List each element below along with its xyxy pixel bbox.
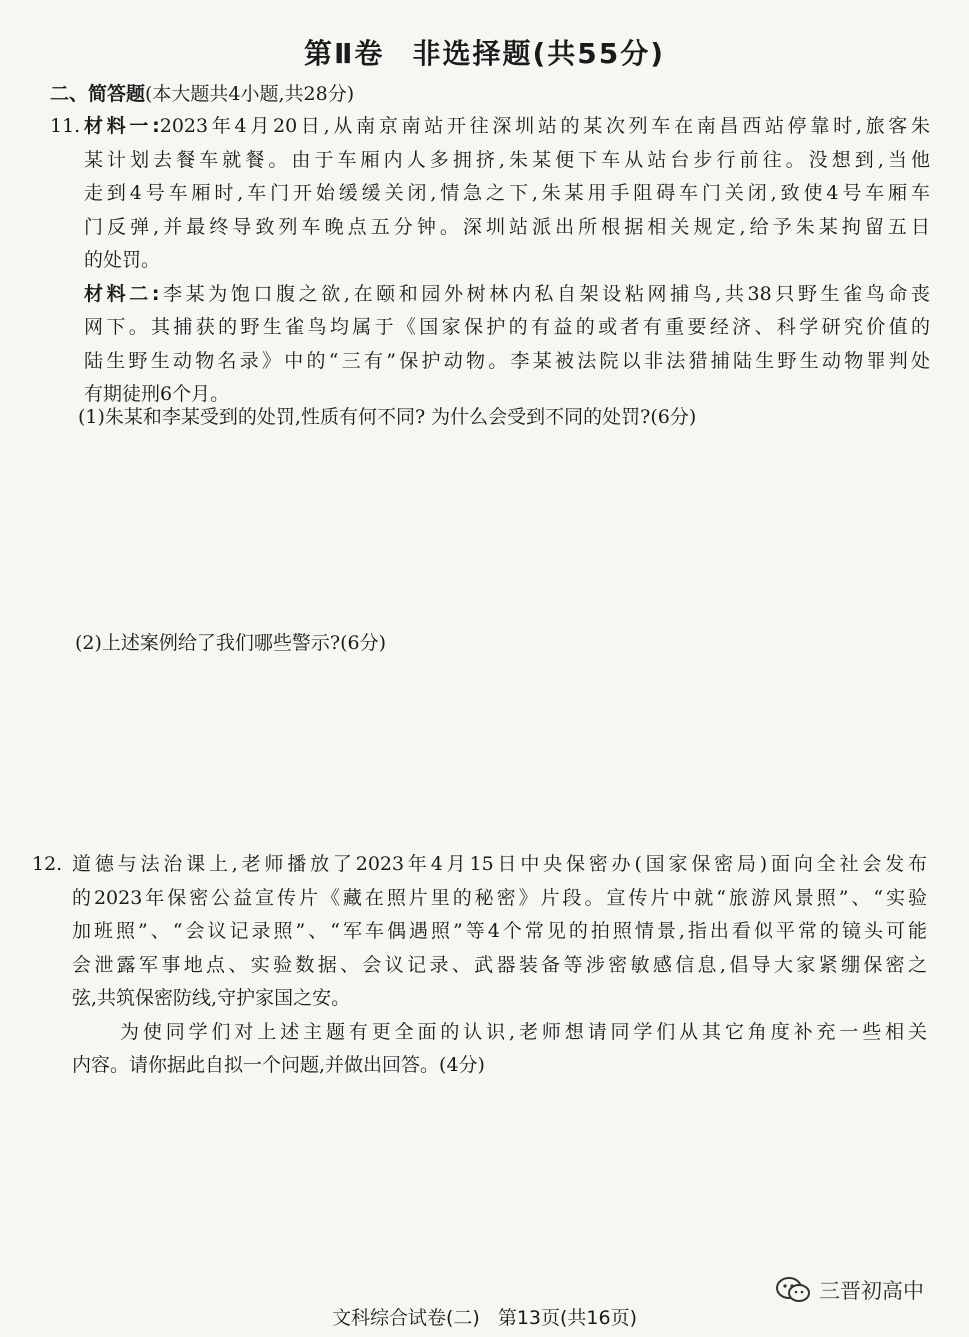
material-1-label: 材料一: bbox=[84, 115, 160, 137]
question-12 bbox=[32, 848, 927, 1083]
paragraph-line: 弦,共筑保密防线,守护家国之安。 bbox=[72, 987, 351, 1009]
material-1-line: 2023年4月20日,从南京南站开往深圳站的某次列车在南昌西站停靠时,旅客朱 bbox=[159, 115, 930, 137]
section-heading bbox=[50, 79, 354, 106]
question-12-paragraph-2 bbox=[72, 1016, 927, 1083]
question-11-material-1 bbox=[84, 110, 930, 278]
part-label: 第Ⅱ卷 bbox=[303, 37, 385, 70]
paragraph-line: 内容。请你据此自拟一个问题,并做出回答。(4分) bbox=[72, 1054, 485, 1076]
paragraph-line: 会泄露军事地点、实验数据、会议记录、武器装备等涉密敏感信息,倡导大家紧绷保密之 bbox=[72, 953, 927, 976]
question-11 bbox=[50, 110, 930, 412]
page-footer bbox=[0, 1303, 969, 1330]
wechat-icon bbox=[775, 1276, 811, 1304]
material-1-line: 门反弹,并最终导致列车晚点五分钟。深圳站派出所根据相关规定,给予朱某拘留五日 bbox=[84, 215, 930, 238]
material-1-line: 走到4号车厢时,车门开始缓缓关闭,情急之下,朱某用手阻碍车门关闭,致使4号车厢车 bbox=[84, 182, 930, 204]
material-2-line: 网下。其捕获的野生雀鸟均属于《国家保护的有益的或者有重要经济、科学研究价值的 bbox=[84, 316, 930, 338]
paragraph-line: 加班照”、“会议记录照”、“军车偶遇照”等4个常见的拍照情景,指出看似平常的镜头可能 bbox=[72, 920, 927, 942]
material-1-line: 某计划去餐车就餐。由于车厢内人多拥挤,朱某便下车从站台步行前往。没想到,当他 bbox=[84, 148, 930, 171]
paragraph-line: 道德与法治课上,老师播放了2023年4月15日中央保密办(国家保密局)面向全社会发布 bbox=[72, 853, 927, 875]
question-number: 11. bbox=[50, 115, 81, 137]
question-12-paragraph-1 bbox=[72, 848, 927, 1016]
paragraph-line: 的2023年保密公益宣传片《藏在照片里的秘密》片段。宣传片中就“旅游风景照”、“实验 bbox=[72, 886, 927, 909]
material-1-line: 的处罚。 bbox=[84, 249, 161, 271]
section-title: 二、简答题 bbox=[50, 83, 146, 105]
exam-name: 文科综合试卷(二) bbox=[331, 1307, 480, 1329]
material-2-line: 陆生野生动物名录》中的“三有”保护动物。李某被法院以非法猎捕陆生野生动物罪判处 bbox=[84, 349, 930, 372]
paragraph-line: 为使同学们对上述主题有更全面的认识,老师想请同学们从其它角度补充一些相关 bbox=[120, 1020, 927, 1043]
question-11-sub-1: (1)朱某和李某受到的处罚,性质有何不同? 为什么会受到不同的处罚?(6分) bbox=[78, 406, 697, 428]
part-subtitle: 非选择题(共55分) bbox=[412, 37, 665, 70]
part-title bbox=[0, 32, 969, 72]
question-11-material-2 bbox=[84, 278, 930, 412]
question-11-sub-2: (2)上述案例给了我们哪些警示?(6分) bbox=[75, 632, 387, 654]
section-note: (本大题共4小题,共28分) bbox=[145, 83, 355, 105]
question-number: 12. bbox=[32, 853, 63, 875]
page-number: 第13页(共16页) bbox=[497, 1307, 637, 1329]
watermark-text: 三晋初高中 bbox=[819, 1279, 924, 1303]
material-2-line: 李某为饱口腹之欲,在颐和园外树林内私自架设粘网捕鸟,共38只野生雀鸟命丧 bbox=[159, 282, 930, 305]
watermark bbox=[775, 1275, 924, 1305]
material-2-line: 有期徒刑6个月。 bbox=[84, 383, 230, 405]
material-2-label: 材料二: bbox=[84, 282, 160, 305]
